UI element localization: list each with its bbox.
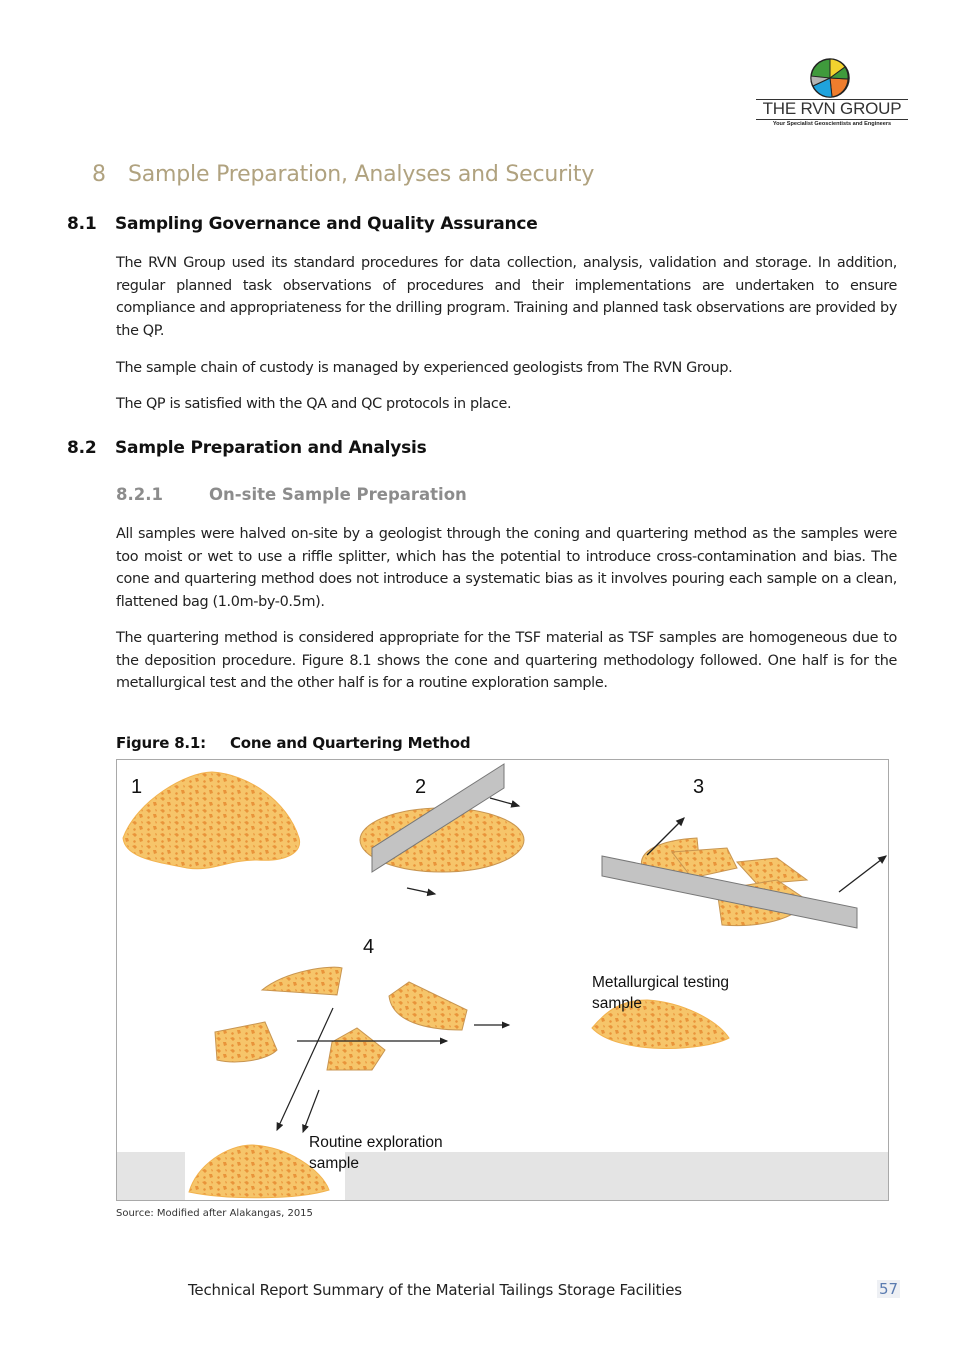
section-title: Sample Preparation and Analysis: [115, 438, 427, 458]
figure-cone-quartering: [116, 759, 889, 1201]
company-logo: [752, 58, 912, 136]
subsection-heading-8-2-1: [116, 485, 467, 504]
routine-sample-label: Routine exploration sample: [309, 1134, 443, 1172]
paragraph: All samples were halved on-site by a geologist through the coning and quartering method as the samples were too moist or wet to use a riffle splitter, which has the potential to introduce cross-contamination and bias. The cone and quartering method does not introduce a systematic bias as it involves pouring each sample on a clean, flattened bag (1.0m-by-0.5m).: [116, 526, 897, 610]
chapter-heading: [92, 162, 594, 187]
section-number: 8.1: [67, 214, 97, 234]
paragraph: The RVN Group used its standard procedures for data collection, analysis, validation and storage. In addition, regular planned task observations of procedures and their implementations are undertaken to ensure compliance and appropriateness for the drilling program. Training and planned task observations are provided by the QP.: [116, 255, 897, 339]
subsection-title: On-site Sample Preparation: [209, 485, 467, 504]
page-number: 57: [879, 1280, 899, 1298]
step-3-label: 3: [693, 776, 705, 798]
section-title: Sampling Governance and Quality Assurance: [115, 214, 538, 234]
section-heading-8-2: [67, 438, 427, 458]
figure-title: Cone and Quartering Method: [230, 734, 471, 752]
chapter-title: Sample Preparation, Analyses and Security: [128, 162, 595, 187]
footer-title: Technical Report Summary of the Material Tailings Storage Facilities: [188, 1281, 682, 1299]
metallurgical-sample-label: Metallurgical testing sample: [592, 974, 729, 1012]
logo-tagline: Your Specialist Geoscientists and Engineers: [772, 121, 892, 127]
logo-wheel-icon: [808, 58, 852, 98]
cone-quartering-illustration: [117, 760, 889, 1201]
figure-number: Figure 8.1:: [116, 734, 206, 752]
step-2-label: 2: [415, 776, 427, 798]
step-1-label: 1: [131, 776, 143, 798]
paragraph: The quartering method is considered appropriate for the TSF material as TSF samples are homogeneous due to the deposition procedure. Figure 8.1 shows the cone and quartering methodology followed. One half is for the metallurgical test and the other half is for a routine exploration sample.: [116, 630, 897, 692]
step-4-label: 4: [363, 936, 375, 958]
subsection-number: 8.2.1: [116, 485, 163, 504]
figure-caption: [116, 734, 470, 752]
paragraph: The QP is satisfied with the QA and QC protocols in place.: [116, 396, 512, 412]
paragraph: The sample chain of custody is managed by experienced geologists from The RVN Group.: [116, 360, 733, 376]
section-number: 8.2: [67, 438, 97, 458]
chapter-number: 8: [92, 162, 106, 187]
section-heading-8-1: [67, 214, 538, 234]
figure-source: Source: Modified after Alakangas, 2015: [116, 1208, 313, 1219]
logo-name: THE RVN GROUP: [762, 99, 902, 118]
